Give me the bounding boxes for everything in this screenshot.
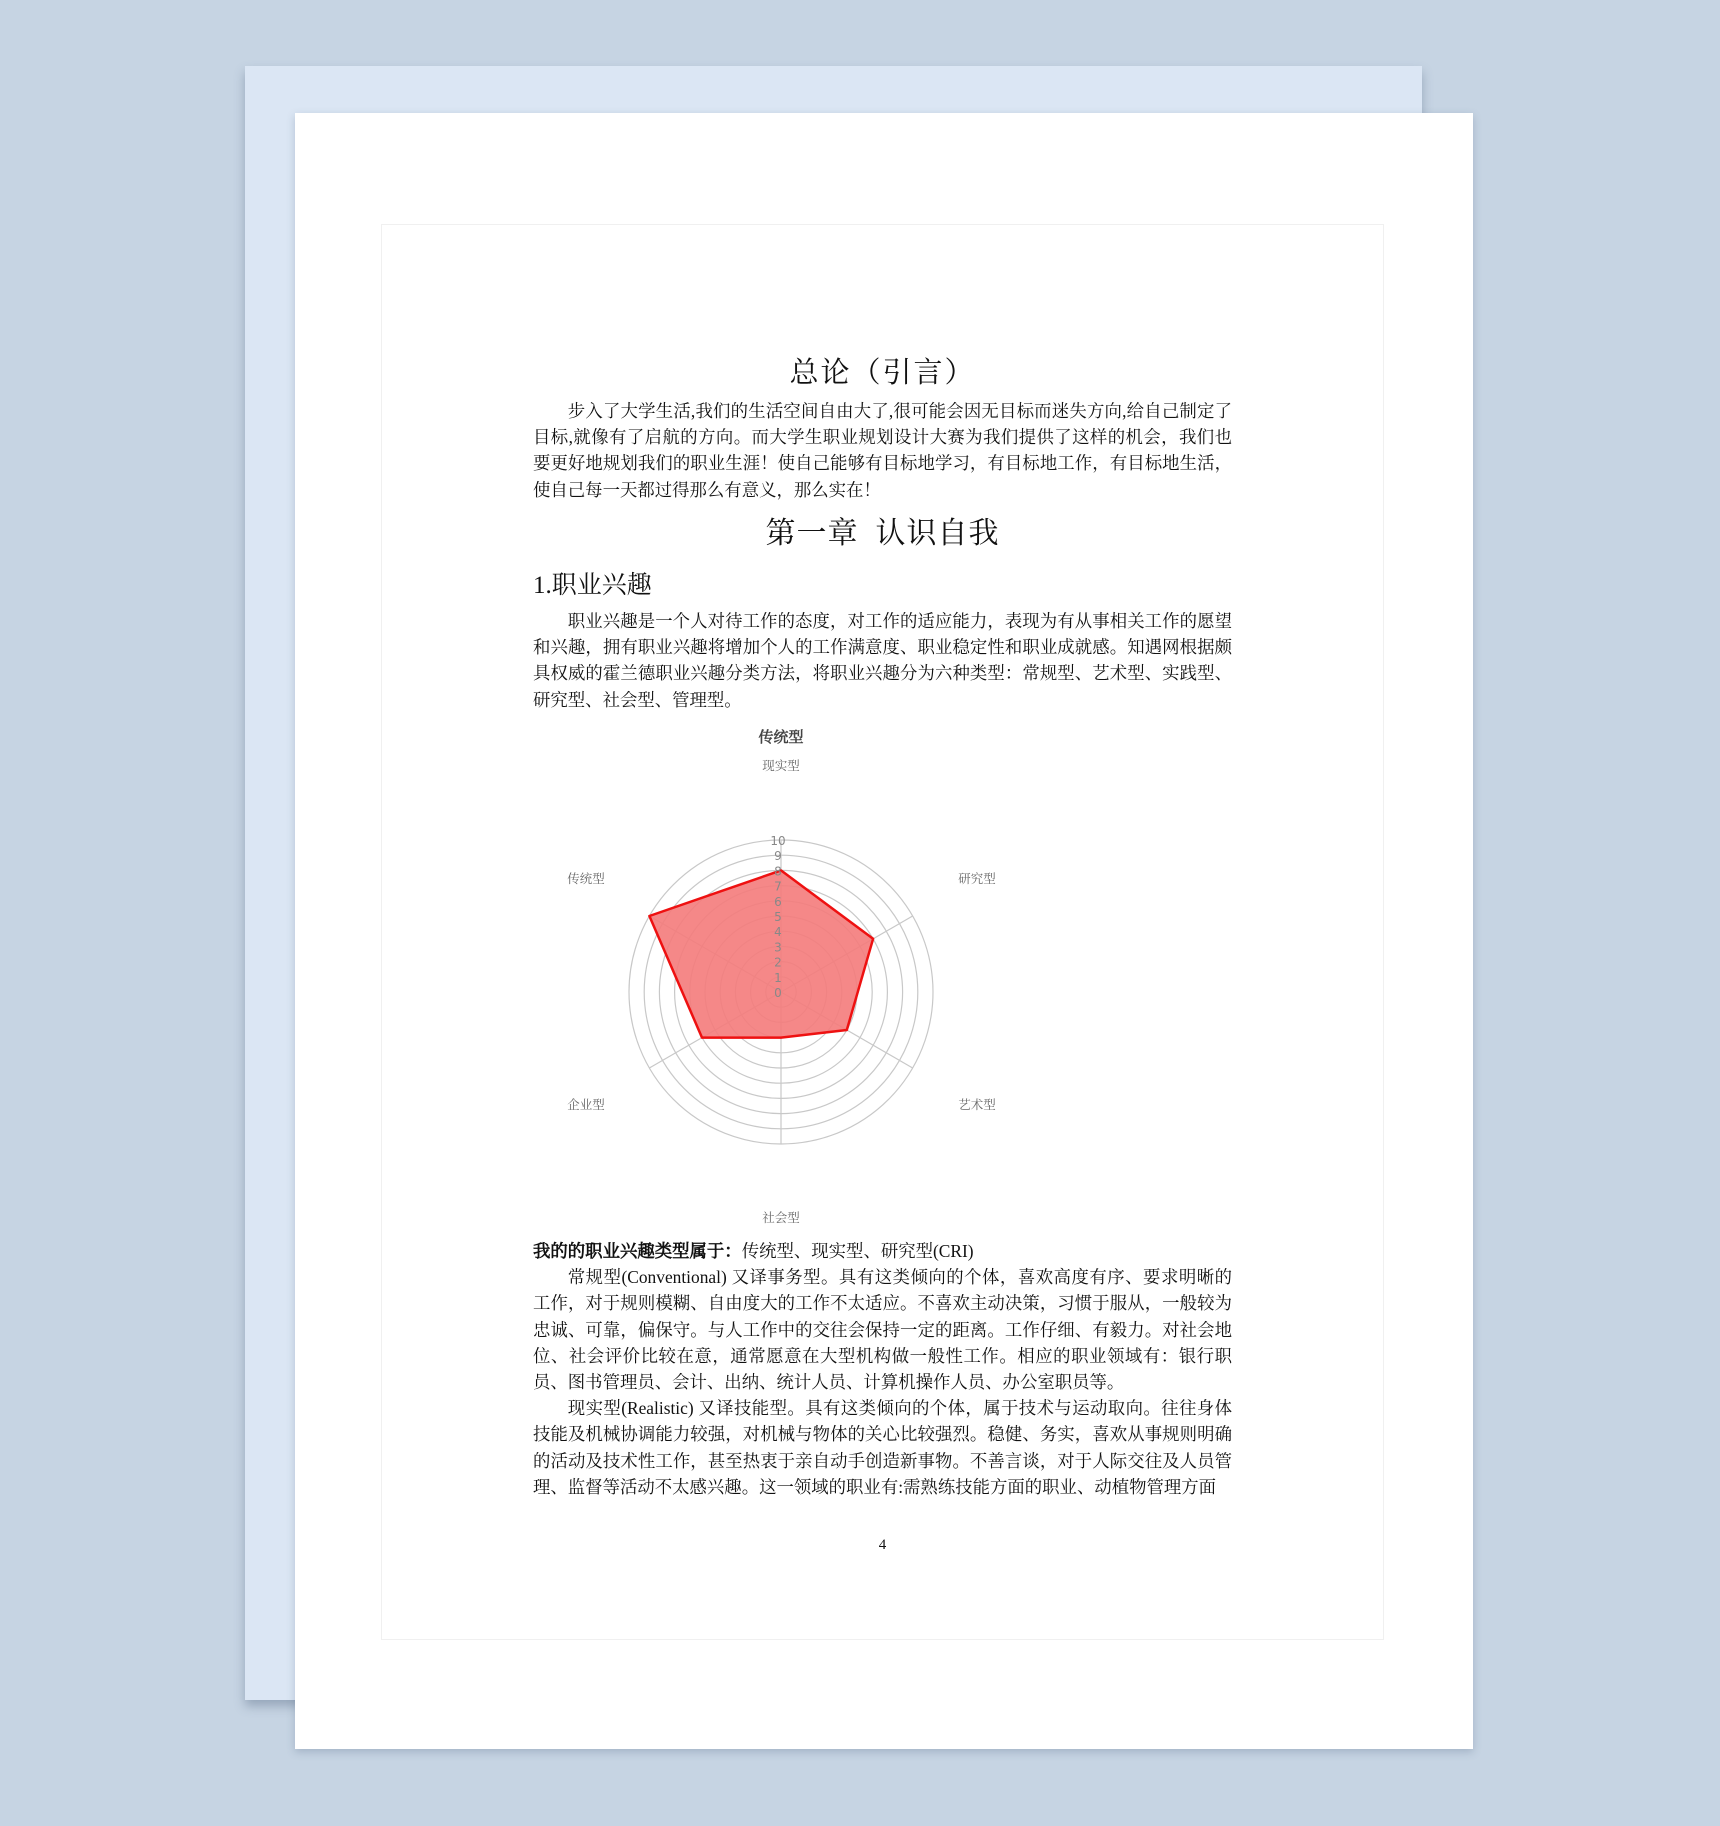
radar-tick-label: 0 bbox=[774, 986, 782, 1000]
realistic-paragraph: 现实型(Realistic) 又译技能型。具有这类倾向的个体，属于技术与运动取向。往往身体技能及机械协调能力较强，对机械与物体的关心比较强烈。稳健、务实，喜欢从事规则明确的活动及技术性工作，甚至热衷于亲自动手创造新事物。不善言谈，对于人际交往及人员管理、监督等活动不太感兴趣。这一领域的职业有:需熟练技能方面的职业、动植物管理方面 bbox=[533, 1398, 1232, 1497]
interest-radar-chart bbox=[524, 720, 1024, 1240]
radar-tick-label: 9 bbox=[774, 849, 782, 864]
result-line bbox=[533, 1238, 1232, 1264]
radar-chart-title: 传统型 bbox=[758, 728, 804, 746]
radar-tick-label: 4 bbox=[774, 925, 782, 940]
radar-tick-label: 1 bbox=[774, 970, 782, 985]
radar-tick-label: 8 bbox=[774, 864, 782, 879]
radar-tick-label: 5 bbox=[774, 910, 782, 924]
radar-tick-label: 10 bbox=[770, 834, 786, 848]
radar-axis-label: 传统型 bbox=[567, 871, 605, 886]
radar-axis-label: 现实型 bbox=[762, 758, 800, 773]
radar-tick-label: 6 bbox=[774, 894, 782, 909]
chapter-title: 第一章 认识自我 bbox=[765, 517, 1000, 550]
radar-tick-label: 7 bbox=[774, 879, 782, 894]
page-number: 4 bbox=[878, 1537, 887, 1553]
radar-tick-label: 2 bbox=[774, 955, 782, 970]
intro-paragraph: 步入了大学生活,我们的生活空间自由大了,很可能会因无目标而迷失方向,给自己制定了目标,就像有了启航的方向。而大学生职业规划设计大赛为我们提供了这样的机会，我们也要更好地规划我们的职业生涯！使自己能够有目标地学习，有目标地工作，有目标地生活，使自己每一天都过得那么有意义，那么实在！ bbox=[533, 401, 1232, 500]
section-title: 1.职业兴趣 bbox=[533, 572, 652, 599]
radar-axis-label: 艺术型 bbox=[958, 1097, 996, 1112]
result-label: 我的的职业兴趣类型属于： bbox=[533, 1241, 742, 1261]
radar-svg bbox=[524, 720, 1024, 1240]
radar-axis-label: 企业型 bbox=[567, 1097, 605, 1112]
radar-tick-label: 3 bbox=[774, 940, 782, 955]
intro-title: 总论（引言） bbox=[789, 357, 976, 389]
section-paragraph: 职业兴趣是一个人对待工作的态度，对工作的适应能力，表现为有从事相关工作的愿望和兴趣，拥有职业兴趣将增加个人的工作满意度、职业稳定性和职业成就感。知遇网根据颇具权威的霍兰德职业兴趣分类方法，将职业兴趣分为六种类型：常规型、艺术型、实践型、研究型、社会型、管理型。 bbox=[533, 611, 1232, 710]
conventional-paragraph: 常规型(Conventional) 又译事务型。具有这类倾向的个体，喜欢高度有序、要求明晰的工作，对于规则模糊、自由度大的工作不太适应。不喜欢主动决策，习惯于服从，一般较为忠诚、可靠，偏保守。与人工作中的交往会保持一定的距离。工作仔细、有毅力。对社会地位、社会评价比较在意，通常愿意在大型机构做一般性工作。相应的职业领域有：银行职员、图书管理员、会计、出纳、统计人员、计算机操作人员、办公室职员等。 bbox=[533, 1267, 1232, 1393]
radar-series-polygon bbox=[649, 870, 873, 1037]
radar-axis-label: 研究型 bbox=[958, 871, 996, 886]
result-value: 传统型、现实型、研究型(CRI) bbox=[741, 1241, 974, 1261]
radar-axis-label: 社会型 bbox=[762, 1210, 800, 1225]
